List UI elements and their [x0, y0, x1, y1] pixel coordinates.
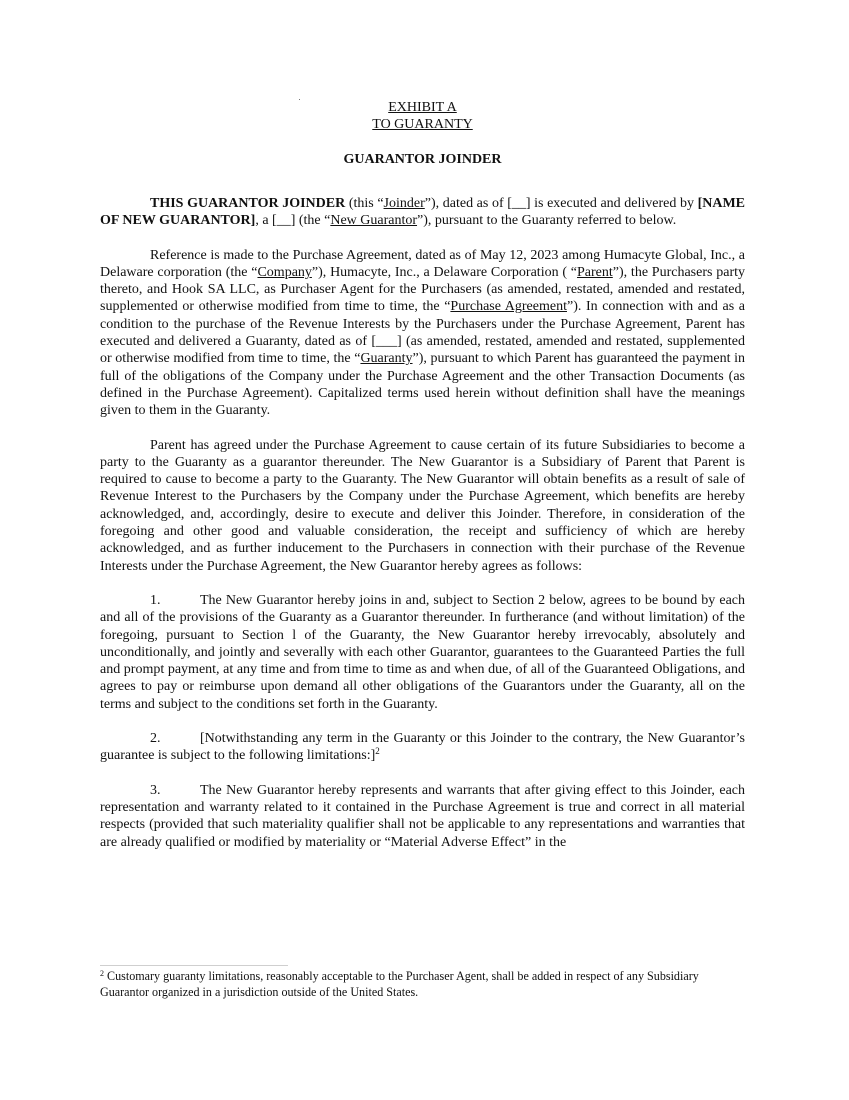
exhibit-heading	[100, 100, 745, 133]
section-text: The New Guarantor hereby joins in and, subject to Section 2 below, agrees to be bound by each and all of the provisions of the Guaranty as a Guarantor thereunder. In furtherance (and without limitation) of the foregoing, pursuant to Section l of the Guaranty, the New Guarantor hereby irrevocably, absolutely and unconditionally, and jointly and severally with each other Guarantor, guarantees to the Guaranteed Parties the full and prompt payment, at any time and from time to time as and when due, of all of the Guaranteed Obligations, and agrees to pay or reimburse upon demand all other obligations of the Guarantors under the Guaranty, all on the terms and subject to the conditions set forth in the Guaranty.	[100, 592, 745, 712]
reference-text-2: ”), Humacyte, Inc., a Delaware Corporation ( “	[311, 264, 578, 280]
reference-text-1: Reference is made to the Purchase Agreement, dated as of May 12, 2023 among Humacyte Global, Inc., a Delaware corporation (the “	[100, 247, 745, 280]
footnote-mark: 2	[100, 969, 104, 978]
new-guarantor-name: [NAME OF NEW GUARANTOR]	[100, 196, 745, 229]
reference-text-3: ”), the Purchasers party thereto, and Hook SA LLC, as Purchaser Agent for the Purchasers (as amended, restated, amended and restated, supplemented or otherwise modified from time to time, the “	[100, 264, 746, 315]
defined-term-company: Company	[257, 264, 312, 280]
reference-paragraph	[100, 247, 745, 420]
intro-text-1: (this “	[345, 196, 384, 211]
section-2	[100, 730, 745, 765]
document-page	[100, 100, 745, 851]
defined-term-joinder: Joinder	[383, 196, 425, 211]
footnote-separator	[100, 965, 288, 966]
defined-term-parent: Parent	[577, 264, 613, 280]
defined-term-guaranty: Guaranty	[360, 351, 413, 367]
intro-text-2: ”), dated as of [__] is executed and delivered by	[424, 196, 698, 211]
section-text: [Notwithstanding any term in the Guaranty or this Joinder to the contrary, the New Guarantor’s guarantee is subject to the following limitations:]	[100, 731, 745, 764]
document-title: GUARANTOR JOINDER	[343, 152, 502, 167]
reference-text-5: ”), pursuant to which Parent has guaranteed the payment in full of the obligations of the Company under the Purchase Agreement and the other Transaction Documents (as defined in the Purchase Agreement). Capitalized terms used herein without definition shall have the meanings given to them in the Guaranty.	[100, 351, 746, 419]
section-number: 2.	[150, 731, 161, 747]
intro-text-4: ”), pursuant to the Guaranty referred to below.	[417, 213, 677, 229]
section-1	[100, 592, 745, 713]
defined-term-purchase-agreement: Purchase Agreement	[450, 299, 567, 315]
defined-term-new-guarantor: New Guarantor	[330, 213, 418, 229]
exhibit-sublabel: TO GUARANTY	[372, 116, 473, 132]
intro-paragraph	[100, 195, 745, 230]
footnote-text: Customary guaranty limitations, reasonably acceptable to the Purchaser Agent, shall be added in respect of any Subsidiary Guarantor organized in a jurisdiction outside of the United States.	[100, 969, 699, 999]
section-3	[100, 782, 745, 851]
footnote-reference: 2	[375, 746, 380, 757]
section-number: 3.	[150, 782, 161, 798]
intro-lead: THIS GUARANTOR JOINDER	[150, 196, 346, 211]
section-text: The New Guarantor hereby represents and warrants that after giving effect to this Joinder, each representation and warranty related to it contained in the Purchase Agreement is true and correct in all material respects (provided that such materiality qualifier shall not be applicable to any representations and warranties that are already qualified or modified by materiality or “Material Adverse Effect” in the	[100, 782, 745, 850]
exhibit-label: EXHIBIT A	[388, 100, 457, 115]
recitals-paragraph: Parent has agreed under the Purchase Agreement to cause certain of its future Subsidiaries to become a party to the Guaranty as a guarantor thereunder. The New Guarantor is a Subsidiary of Parent that Parent is required to cause to become a party to the Guaranty. The New Guarantor will obtain benefits as a result of sale of Revenue Interest to the Purchasers by the Company under the Purchase Agreement, which benefits are hereby acknowledged, and, accordingly, desire to execute and deliver this Joinder. Therefore, in consideration of the foregoing and other good and valuable consideration, the receipt and sufficiency of which are hereby acknowledged, and as further inducement to the Purchasers in connection with their purchase of the Revenue Interests under the Purchase Agreement, the New Guarantor hereby agrees as follows:	[100, 437, 745, 574]
section-number: 1.	[150, 592, 161, 608]
reference-text-4: ”). In connection with and as a condition to the purchase of the Revenue Interests by the Purchasers under the Purchase Agreement, Parent has executed and delivered a Guaranty, dated as of [___] (as amended, restated, amended and restated, supplemented or otherwise modified from time to time, the “	[100, 299, 745, 367]
footnote	[100, 969, 750, 1000]
intro-text-3: , a [__] (the “	[255, 213, 331, 229]
